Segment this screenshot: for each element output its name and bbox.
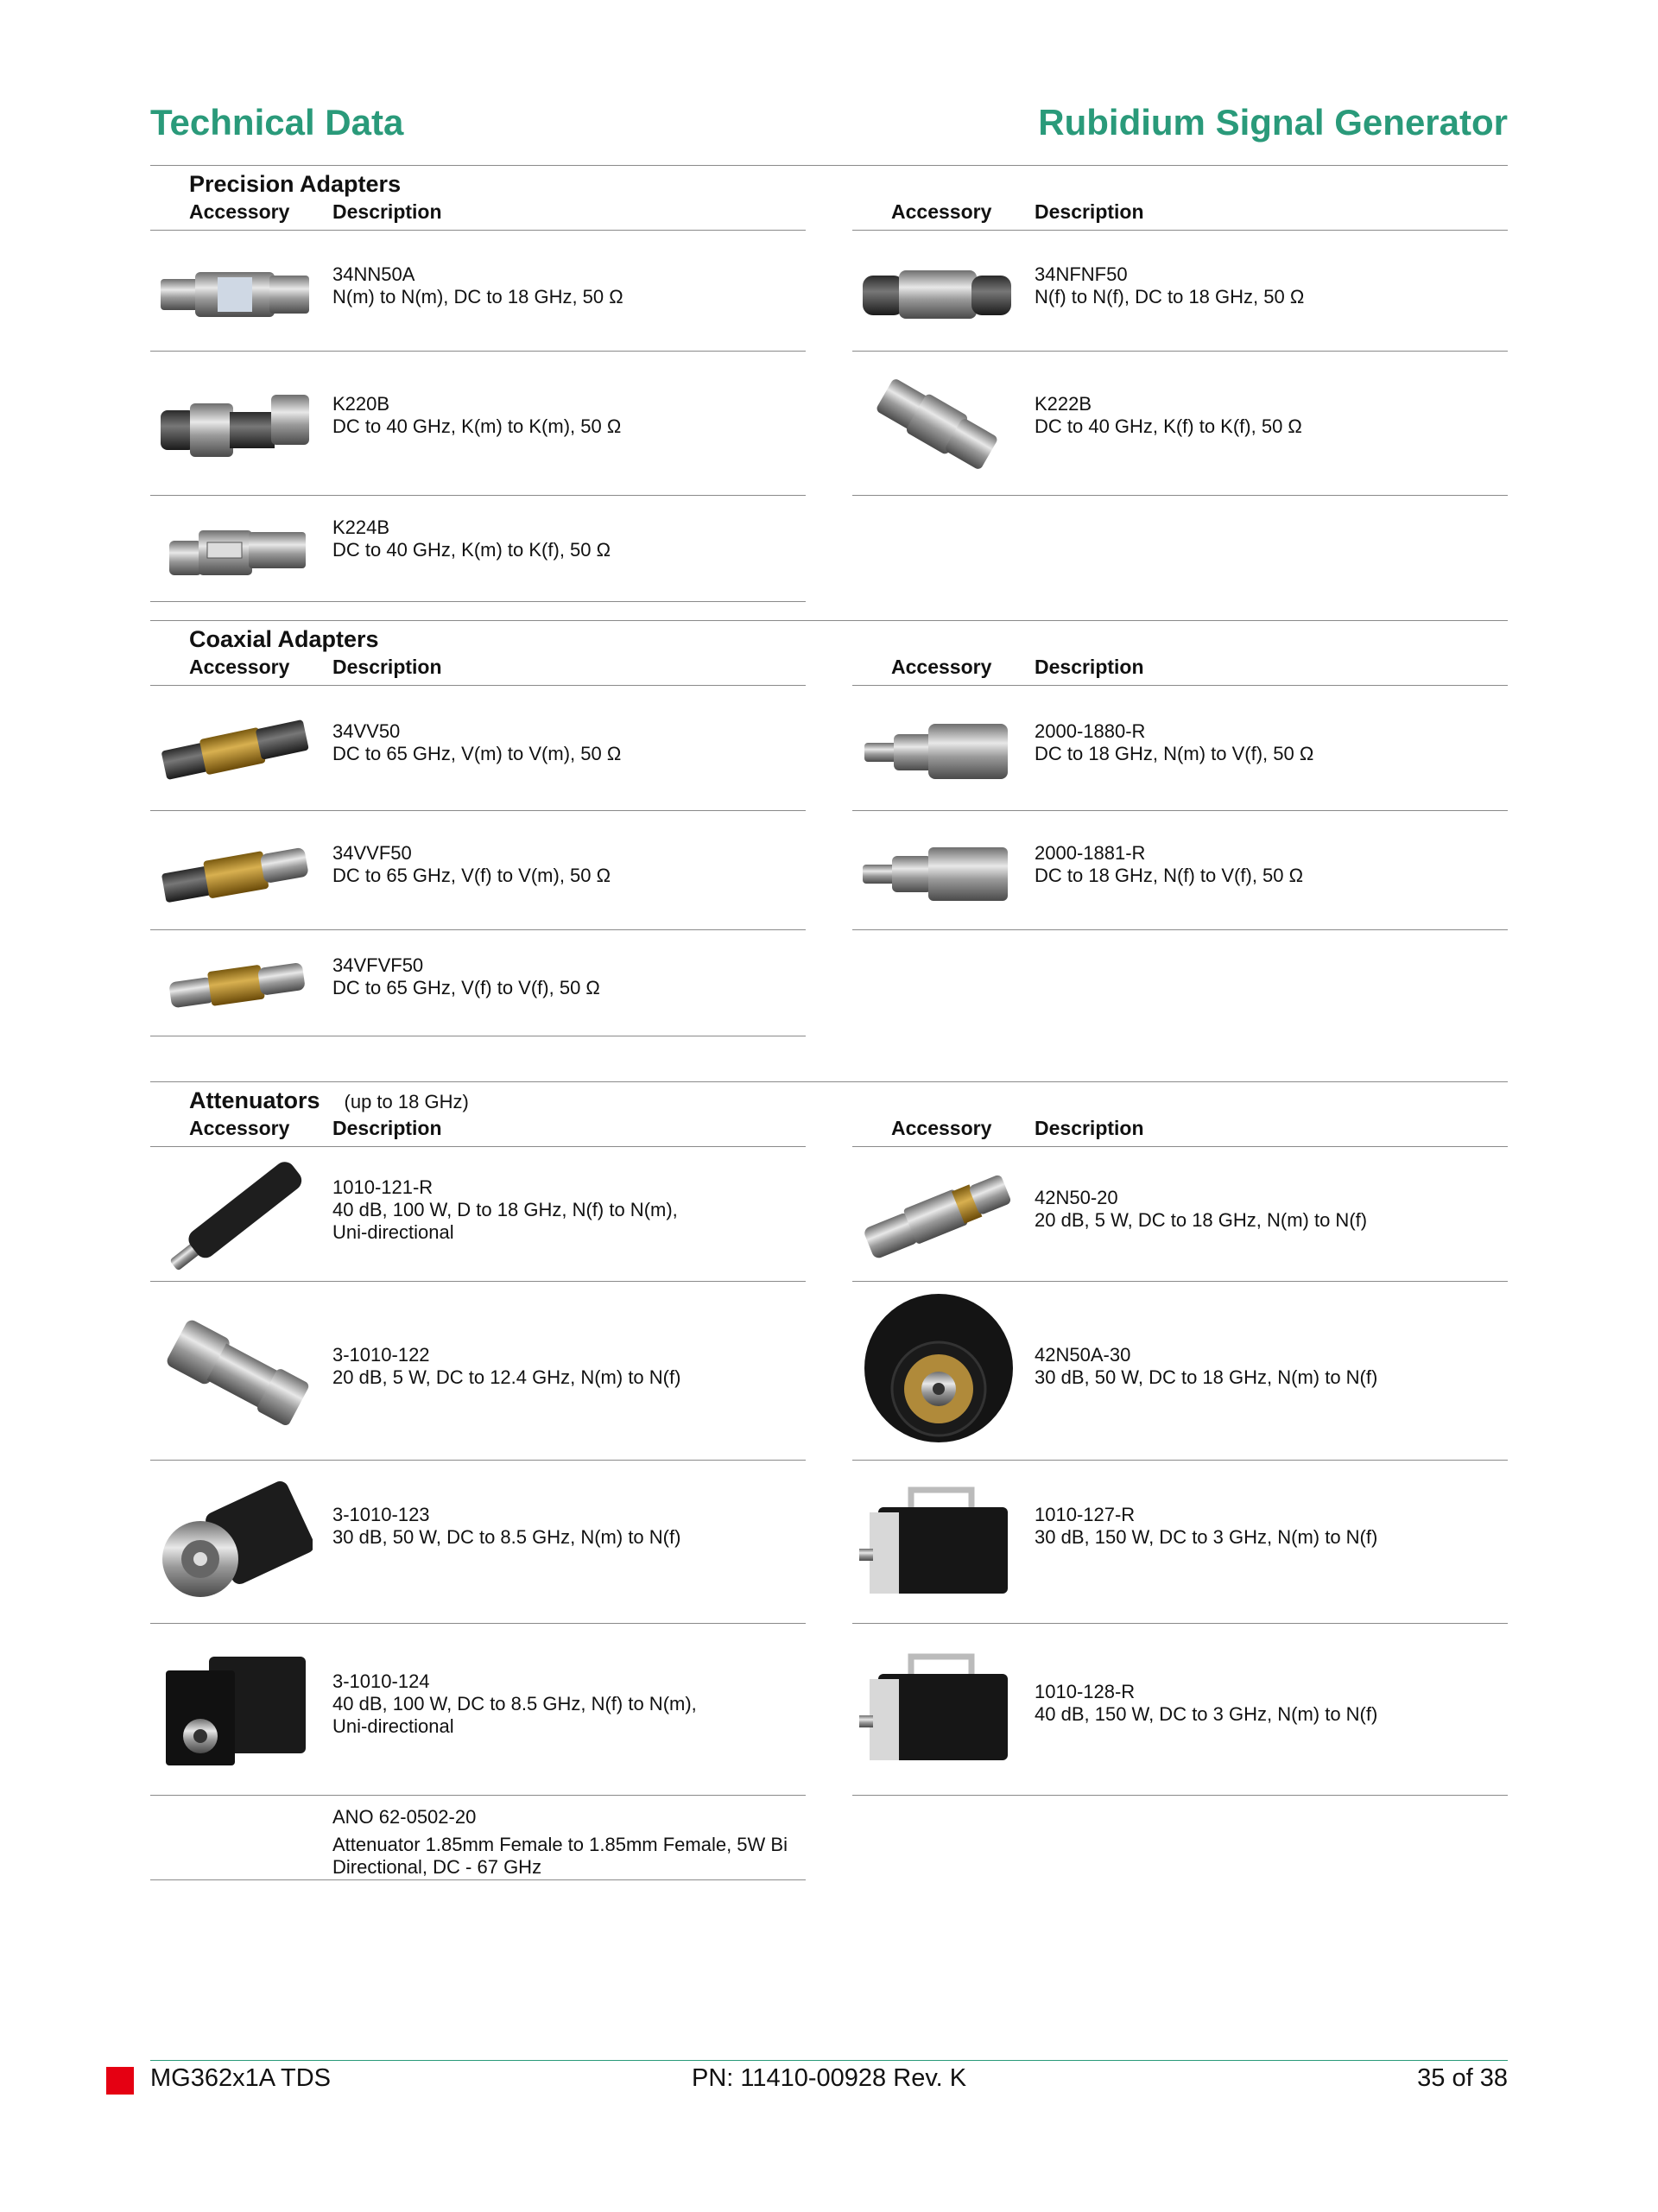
model-number: 2000-1880-R bbox=[1035, 720, 1146, 742]
model-description: 20 dB, 5 W, DC to 18 GHz, N(m) to N(f) bbox=[1035, 1209, 1368, 1231]
model-number: 3-1010-124 bbox=[332, 1670, 430, 1692]
model-description: DC to 40 GHz, K(m) to K(f), 50 Ω bbox=[332, 539, 611, 561]
adapter-image bbox=[157, 255, 313, 337]
table-row bbox=[852, 352, 1508, 496]
section-title: Precision Adapters bbox=[189, 171, 402, 197]
attenuator-image bbox=[157, 1645, 313, 1778]
description-text bbox=[1035, 842, 1490, 887]
column-header bbox=[852, 652, 1508, 686]
table-row bbox=[150, 930, 806, 1036]
description-text bbox=[1035, 1187, 1490, 1232]
attenuator-image bbox=[157, 1157, 313, 1283]
model-number: 42N50A-30 bbox=[1035, 1344, 1131, 1366]
model-number: 1010-121-R bbox=[332, 1176, 433, 1198]
attenuator-image bbox=[859, 1481, 1015, 1615]
column-header bbox=[150, 197, 806, 231]
table-row bbox=[852, 1624, 1508, 1796]
precision-right-column bbox=[852, 197, 1508, 496]
model-number: ANO 62-0502-20 bbox=[332, 1806, 477, 1828]
precision-left-column bbox=[150, 197, 806, 602]
accessory-header: Accessory bbox=[891, 200, 992, 223]
description-text bbox=[332, 842, 788, 887]
table-row bbox=[150, 1624, 806, 1796]
model-description: DC to 65 GHz, V(f) to V(f), 50 Ω bbox=[332, 977, 600, 998]
model-description: N(f) to N(f), DC to 18 GHz, 50 Ω bbox=[1035, 286, 1305, 307]
model-number: 3-1010-123 bbox=[332, 1504, 430, 1525]
model-number: K220B bbox=[332, 393, 390, 415]
brand-square-icon bbox=[106, 2067, 134, 2095]
model-description: 30 dB, 50 W, DC to 8.5 GHz, N(m) to N(f) bbox=[332, 1526, 681, 1548]
model-description: DC to 40 GHz, K(f) to K(f), 50 Ω bbox=[1035, 415, 1302, 437]
description-text bbox=[1035, 393, 1490, 438]
accessory-header: Accessory bbox=[189, 656, 290, 678]
model-description: DC to 65 GHz, V(f) to V(m), 50 Ω bbox=[332, 865, 611, 886]
model-number: 3-1010-122 bbox=[332, 1344, 430, 1366]
description-header: Description bbox=[1035, 200, 1144, 223]
model-description: 40 dB, 150 W, DC to 3 GHz, N(m) to N(f) bbox=[1035, 1703, 1378, 1725]
adapter-image bbox=[157, 705, 313, 799]
model-description: N(m) to N(m), DC to 18 GHz, 50 Ω bbox=[332, 286, 623, 307]
description-text bbox=[332, 1806, 788, 1879]
table-row bbox=[150, 1147, 806, 1282]
table-row bbox=[852, 811, 1508, 930]
accessory-header: Accessory bbox=[891, 656, 992, 678]
model-description: 20 dB, 5 W, DC to 12.4 GHz, N(m) to N(f) bbox=[332, 1366, 681, 1388]
accessory-header: Accessory bbox=[189, 1117, 290, 1139]
attenuator-image bbox=[157, 1311, 313, 1436]
model-number: 34VVF50 bbox=[332, 842, 412, 864]
table-row bbox=[150, 686, 806, 811]
coaxial-right-column bbox=[852, 652, 1508, 930]
model-number: K224B bbox=[332, 517, 390, 538]
footer-page-number: 35 of 38 bbox=[1417, 2064, 1508, 2092]
column-header bbox=[150, 652, 806, 686]
column-header bbox=[852, 197, 1508, 231]
adapter-image bbox=[157, 830, 313, 921]
model-number: K222B bbox=[1035, 393, 1092, 415]
description-text bbox=[332, 720, 788, 765]
table-row bbox=[852, 1147, 1508, 1282]
description-text bbox=[332, 393, 788, 438]
description-text bbox=[332, 263, 788, 308]
column-header bbox=[150, 1113, 806, 1147]
description-header: Description bbox=[332, 1117, 442, 1139]
description-text bbox=[332, 1504, 788, 1549]
section-title-text: Attenuators bbox=[189, 1087, 320, 1113]
accessory-header: Accessory bbox=[189, 200, 290, 223]
footer-doc-name: MG362x1A TDS bbox=[150, 2064, 332, 2092]
adapter-image bbox=[157, 377, 313, 477]
attenuators-left-column bbox=[150, 1113, 806, 1880]
model-description: 30 dB, 50 W, DC to 18 GHz, N(m) to N(f) bbox=[1035, 1366, 1378, 1388]
footer-part-number: PN: 11410-00928 Rev. K bbox=[692, 2064, 967, 2092]
model-description: DC to 18 GHz, N(f) to V(f), 50 Ω bbox=[1035, 865, 1304, 886]
table-row bbox=[150, 1461, 806, 1624]
model-description: 40 dB, 100 W, DC to 8.5 GHz, N(f) to N(m), Uni-directional bbox=[332, 1693, 697, 1737]
description-text bbox=[1035, 1681, 1490, 1726]
table-row bbox=[150, 1282, 806, 1461]
description-text bbox=[332, 1344, 788, 1389]
model-number: 34NN50A bbox=[332, 263, 415, 285]
attenuator-image bbox=[157, 1480, 313, 1613]
table-row bbox=[150, 811, 806, 930]
section-note: (up to 18 GHz) bbox=[344, 1091, 469, 1112]
precision-adapters-section bbox=[150, 166, 1508, 620]
attenuator-image bbox=[859, 1648, 1015, 1782]
model-number: 34NFNF50 bbox=[1035, 263, 1128, 285]
description-header: Description bbox=[1035, 1117, 1144, 1139]
description-text bbox=[332, 1176, 788, 1244]
adapter-image bbox=[859, 832, 1015, 914]
table-row bbox=[852, 1282, 1508, 1461]
model-description: Attenuator 1.85mm Female to 1.85mm Female, 5W Bi Directional, DC - 67 GHz bbox=[332, 1834, 788, 1878]
adapter-image bbox=[157, 518, 313, 592]
accessory-header: Accessory bbox=[891, 1117, 992, 1139]
model-description: DC to 18 GHz, N(m) to V(f), 50 Ω bbox=[1035, 743, 1314, 764]
description-text bbox=[1035, 1344, 1490, 1389]
coaxial-adapters-section bbox=[150, 621, 1508, 1036]
product-title: Rubidium Signal Generator bbox=[1038, 102, 1508, 143]
model-number: 42N50-20 bbox=[1035, 1187, 1118, 1208]
adapter-image bbox=[157, 944, 313, 1026]
adapter-image bbox=[859, 255, 1015, 337]
description-header: Description bbox=[332, 200, 442, 223]
footer-rule bbox=[150, 2060, 1508, 2061]
model-description: DC to 65 GHz, V(m) to V(m), 50 Ω bbox=[332, 743, 622, 764]
section-title: Coaxial Adapters bbox=[189, 626, 379, 652]
table-row bbox=[852, 686, 1508, 811]
attenuator-image bbox=[859, 1159, 1015, 1276]
model-description: DC to 40 GHz, K(m) to K(m), 50 Ω bbox=[332, 415, 622, 437]
description-header: Description bbox=[332, 656, 442, 678]
model-description: 40 dB, 100 W, D to 18 GHz, N(f) to N(m), Uni-directional bbox=[332, 1199, 678, 1243]
description-text bbox=[332, 517, 788, 561]
section-title bbox=[189, 1087, 469, 1114]
table-row bbox=[150, 352, 806, 496]
description-text bbox=[1035, 263, 1490, 308]
table-row bbox=[150, 231, 806, 352]
table-row bbox=[852, 231, 1508, 352]
description-text bbox=[1035, 1504, 1490, 1549]
column-header bbox=[852, 1113, 1508, 1147]
coaxial-left-column bbox=[150, 652, 806, 1036]
description-text bbox=[1035, 720, 1490, 765]
doc-section-title: Technical Data bbox=[150, 102, 404, 143]
table-row bbox=[150, 1796, 806, 1880]
attenuators-right-column bbox=[852, 1113, 1508, 1796]
model-description: 30 dB, 150 W, DC to 3 GHz, N(m) to N(f) bbox=[1035, 1526, 1378, 1548]
model-number: 2000-1881-R bbox=[1035, 842, 1146, 864]
description-header: Description bbox=[1035, 656, 1144, 678]
description-text bbox=[332, 1670, 788, 1738]
description-text bbox=[332, 954, 788, 999]
model-number: 1010-128-R bbox=[1035, 1681, 1136, 1702]
table-row bbox=[150, 496, 806, 602]
model-number: 34VFVF50 bbox=[332, 954, 424, 976]
attenuator-image bbox=[859, 1292, 1015, 1452]
table-row bbox=[852, 1461, 1508, 1624]
adapter-image bbox=[859, 712, 1015, 794]
model-number: 34VV50 bbox=[332, 720, 401, 742]
model-number: 1010-127-R bbox=[1035, 1504, 1136, 1525]
adapter-image bbox=[859, 364, 1015, 489]
attenuators-section bbox=[150, 1082, 1508, 1886]
